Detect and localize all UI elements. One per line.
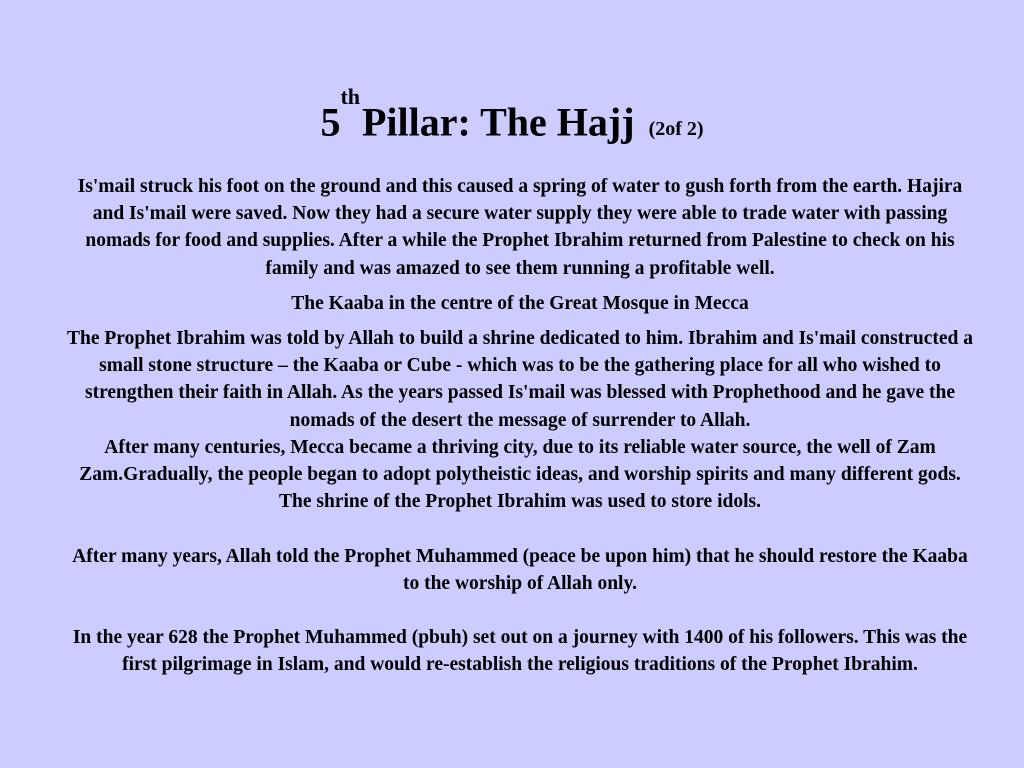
paragraph-kaaba-caption: The Kaaba in the centre of the Great Mosque in Mecca <box>291 292 749 314</box>
title-ordinal: th <box>340 84 360 109</box>
paragraph-mecca-city: After many centuries, Mecca became a thriving city, due to its reliable water source, the well of Zam Zam.Gradually, the people began to adopt polytheistic ideas, and worship spirits and many different gods. The shrine of the Prophet Ibrahim was used to store idols. <box>79 436 961 513</box>
paragraph-spring: Is'mail struck his foot on the ground and this caused a spring of water to gush forth from the earth. Hajira and Is'mail were saved. Now they had a secure water supply they were able to trade water with passing nomads for food and supplies. After a while the Prophet Ibrahim returned from Palestine to check on his family and was amazed to see them running a profitable well. <box>77 176 963 279</box>
slide-body <box>62 173 978 679</box>
paragraph-restore-kaaba: After many years, Allah told the Prophet Muhammed (peace be upon him) that he should restore the Kaaba to the worship of Allah only. <box>72 545 968 594</box>
title-main: Pillar: The Hajj <box>362 99 635 145</box>
title-number: 5 <box>320 99 341 145</box>
slide-title <box>0 84 1024 155</box>
title-part: (2of 2) <box>648 118 704 141</box>
blank-line <box>62 597 978 624</box>
paragraph-first-pilgrimage: In the year 628 the Prophet Muhammed (pbuh) set out on a journey with 1400 of his followers. This was the first pilgrimage in Islam, and would re-establish the religious traditions of the Prophet Ibrahim. <box>72 627 968 676</box>
blank-line <box>62 515 978 542</box>
paragraph-shrine: The Prophet Ibrahim was told by Allah to build a shrine dedicated to him. Ibrahim and Is'mail constructed a small stone structure – the Kaaba or Cube - which was to be the gathering place for all who wished to strengthen their faith in Allah. As the years passed Is'mail was blessed with Prophethood and he gave the nomads of the desert the message of surrender to Allah. <box>67 328 973 431</box>
